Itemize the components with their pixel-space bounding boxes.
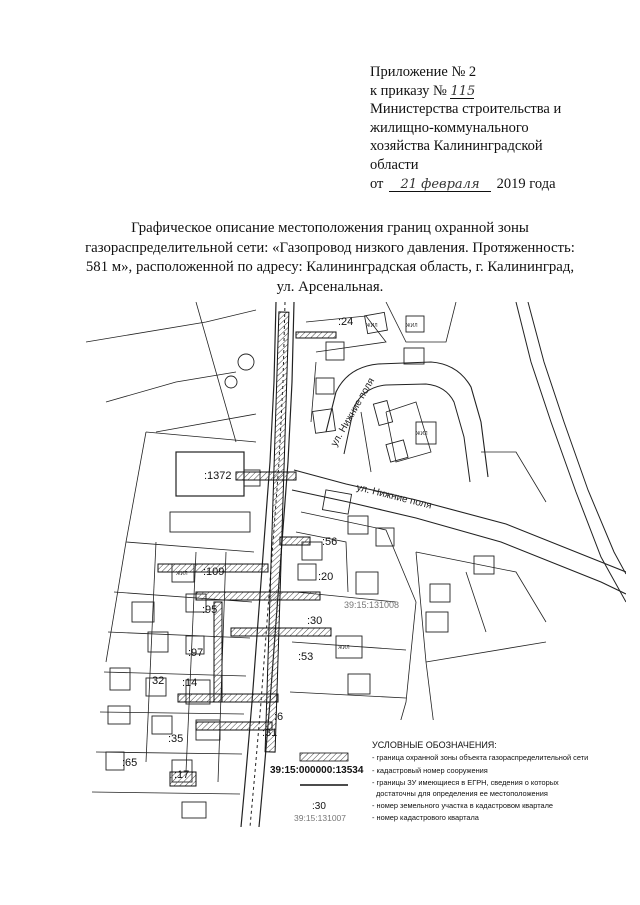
right-road (516, 302, 626, 602)
appendix-line-1: Приложение № 2 (370, 64, 477, 80)
title-line-2: газораспределительной сети: «Газопровод низкого давления. Протяженность: (85, 239, 575, 256)
legend-title: УСЛОВНЫЕ ОБОЗНАЧЕНИЯ: (372, 740, 497, 750)
building-tag: ЖИЛ (416, 431, 428, 437)
title-line-3: 581 м», расположенной по адресу: Калининградская область, г. Калининград, (85, 259, 575, 276)
legend-item-quarter: - номер кадастрового квартала (372, 813, 479, 822)
legend-zone-swatch (300, 753, 348, 761)
title-line-4: ул. Арсенальная. (276, 278, 384, 295)
legend-item-boundary-b: достаточны для определения ее местоположения (376, 789, 548, 798)
building-tag: ЖИЛ (366, 323, 378, 329)
appendix-line-6: области (370, 156, 419, 173)
street-label-lower: ул. Нижние поля (355, 482, 433, 512)
date-prefix: от (370, 175, 384, 192)
legend-item-zone: - граница охранной зоны объекта газораспределительной сети (372, 753, 589, 762)
parcel-label: :35 (168, 733, 184, 745)
document-title (60, 219, 600, 297)
parcel-label: :31 (262, 727, 278, 739)
parcel-label: :20 (318, 571, 334, 583)
parcel-label: :1372 (204, 470, 232, 482)
legend (270, 720, 626, 827)
parcel-label: :53 (298, 651, 314, 663)
legend-item-parcel: - номер земельного участка в кадастровом квартале (372, 801, 554, 810)
parcel-label: :30 (307, 615, 323, 627)
building-tag: ЖИЛ (176, 571, 188, 577)
quarter-label: 39:15:131008 (344, 600, 400, 610)
appendix-line-2 (370, 82, 610, 101)
parcel-label: :17 (174, 769, 190, 781)
order-prefix: к приказу № (370, 82, 447, 99)
parcel-label: :56 (322, 536, 338, 548)
legend-sample-quarter: 39:15:131007 (294, 813, 346, 823)
cadastral-map (86, 302, 626, 827)
appendix-header (370, 63, 610, 193)
parcel-label: :6 (274, 711, 284, 723)
parcel-label: :24 (338, 316, 354, 328)
parcel-label: :65 (122, 757, 138, 769)
legend-item-boundary-a: - границы ЗУ имеющиеся в ЕГРН, сведения о которых (372, 778, 559, 787)
building-tag: ЖИЛ (338, 645, 350, 651)
parcel-label: :97 (188, 647, 204, 659)
parcel-label: :95 (202, 604, 218, 616)
parcel-label: 32 (152, 675, 165, 687)
appendix-line-4: жилищно-коммунального (370, 119, 529, 136)
legend-sample-parcel: :30 (312, 801, 326, 812)
appendix-line-3: Министерства строительства и (370, 101, 562, 118)
title-line-1: Графическое описание местоположения границ охранной зоны (131, 220, 529, 236)
date-suffix: 2019 года (496, 175, 556, 192)
legend-sample-cadastral: 39:15:000000:13534 (270, 765, 364, 776)
appendix-line-5: хозяйства Калининградской (370, 138, 543, 155)
appendix-date-line (370, 175, 610, 194)
parcel-label: :14 (182, 677, 198, 689)
protection-zone (158, 312, 336, 786)
date-handwritten: 21 февраля (400, 176, 480, 192)
parcel-label: :109 (203, 566, 225, 578)
legend-item-cadastral: - кадастровый номер сооружения (372, 766, 488, 775)
street-label-upper: ул. Нижние поля (329, 376, 378, 449)
order-number: 115 (450, 83, 476, 99)
building-tag: ЖИЛ (406, 323, 418, 329)
cross-street (292, 362, 626, 594)
